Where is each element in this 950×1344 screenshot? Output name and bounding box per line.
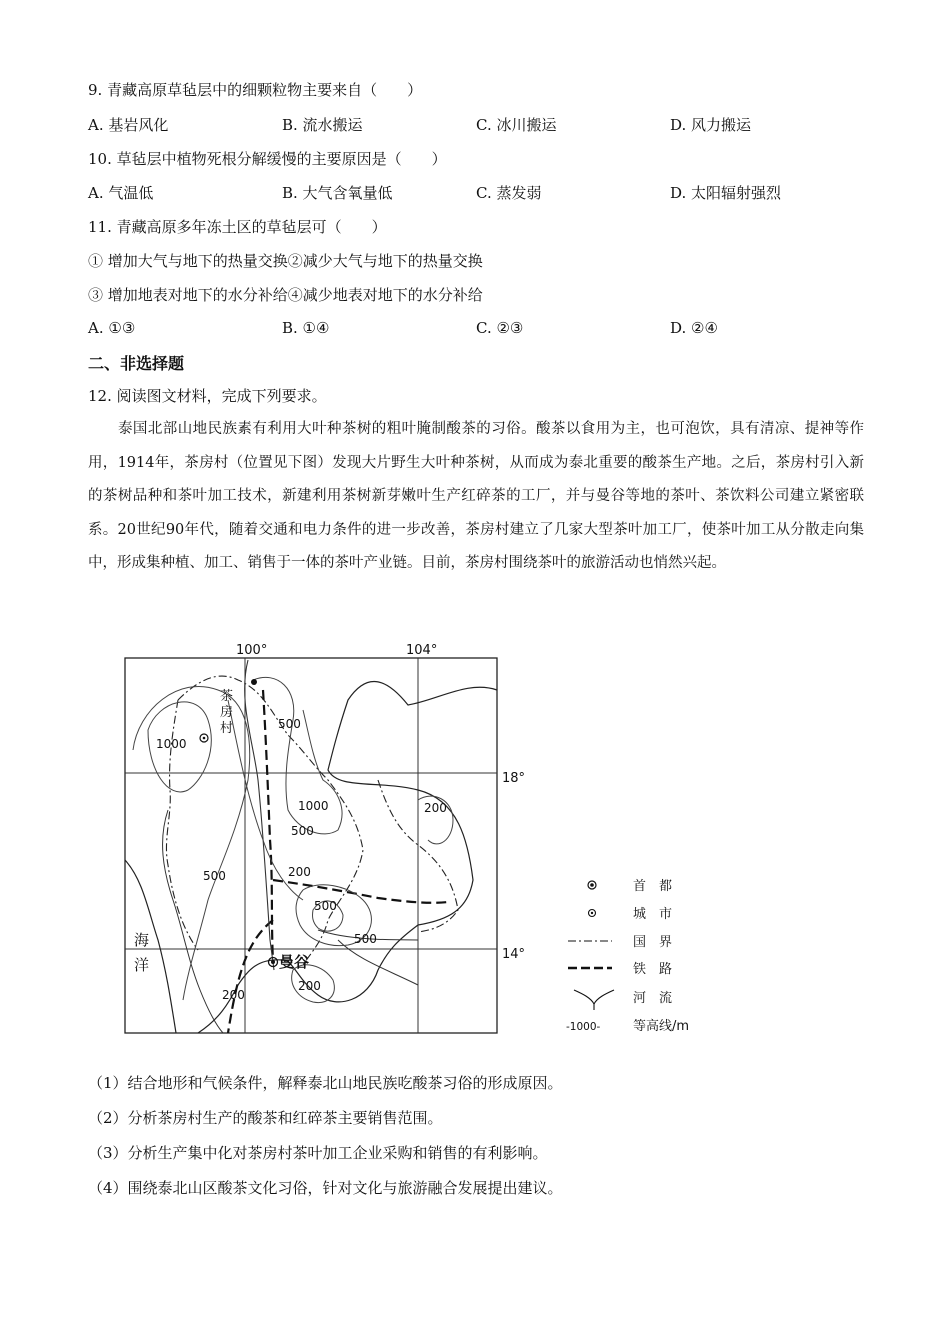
- map-legend: [566, 878, 689, 1034]
- legend-capital-label: 首 都: [633, 879, 673, 894]
- lon-label-100: 100°: [236, 643, 268, 658]
- q10-option-b: B. 大气含氧量低: [282, 184, 393, 202]
- legend-river-symbol: [574, 990, 614, 1010]
- coastline: [198, 681, 497, 1033]
- q12-passage: 泰国北部山地民族素有利用大叶种茶树的粗叶腌制酸茶的习俗。酸茶以食用为主，也可泡饮，具有清凉、提神等作用，1914年，茶房村（位置见下图）发现大片野生大叶种茶树，从而成为泰北重要的酸茶生产地。之后，茶房村引入新的茶树品种和茶叶加工技术，新建利用茶树新芽嫩叶生产红碎茶的工厂，并与曼谷等地的茶叶、茶饮料公司建立紧密联系。20世纪90年代，随着交通和电力条件的进一步改善，茶房村建立了几家大型茶叶加工厂，使茶叶加工从分散走向集中，形成集种植、加工、销售于一体的茶叶产业链。目前，茶房村围绕茶叶的旅游活动也悄然兴起。: [88, 421, 864, 571]
- q9-option-d: D. 风力搬运: [670, 116, 752, 134]
- lon-label-104: 104°: [406, 643, 438, 658]
- q12-stem: 12. 阅读图文材料，完成下列要求。: [88, 387, 327, 405]
- q11-option-b: B. ①④: [282, 319, 330, 337]
- contour-value: 500: [354, 932, 377, 946]
- bangkok-capital-marker-center: [271, 960, 275, 964]
- q11-option-a: A. ①③: [88, 319, 136, 337]
- sea-label-1: 海: [134, 931, 150, 949]
- legend-contour-label: 等高线/m: [633, 1019, 690, 1034]
- q10-option-d: D. 太阳辐射强烈: [670, 184, 782, 202]
- legend-city-label: 城 市: [633, 907, 673, 922]
- q11-stem: 11. 青藏高原多年冻土区的草毡层可（ ）: [88, 218, 387, 236]
- city-dot: [251, 679, 257, 685]
- contour-line: [133, 686, 303, 1000]
- section-title: 二、非选择题: [88, 354, 185, 373]
- contour-value: 1000: [156, 737, 187, 751]
- q12-question-3: （3）分析生产集中化对茶房村茶叶加工企业采购和销售的有利影响。: [88, 1144, 548, 1162]
- contour-value: 500: [203, 869, 226, 883]
- village-label-char-3: 村: [220, 721, 234, 736]
- q11-option-c: C. ②③: [476, 319, 524, 337]
- capital-label: 曼谷: [279, 953, 310, 971]
- contour-value: 200: [298, 979, 321, 993]
- q12-question-4: （4）围绕泰北山区酸茶文化习俗，针对文化与旅游融合发展提出建议。: [88, 1179, 563, 1197]
- map-frame: [125, 658, 497, 1033]
- national-border: [166, 676, 363, 965]
- railway: [228, 690, 448, 1033]
- q10-option-c: C. 蒸发弱: [476, 184, 542, 202]
- lat-label-14: 14°: [502, 947, 526, 962]
- legend-contour-sample: -1000-: [566, 1021, 601, 1033]
- thailand-map: [88, 640, 728, 1040]
- q10-stem: 10. 草毡层中植物死根分解缓慢的主要原因是（ ）: [88, 150, 447, 168]
- q9-option-c: C. 冰川搬运: [476, 116, 557, 134]
- village-label-char-1: 茶: [220, 689, 234, 704]
- legend-river-label: 河 流: [633, 991, 673, 1006]
- village-label-char-2: 房: [220, 705, 234, 720]
- q9-option-a: A. 基岩风化: [88, 116, 169, 134]
- q11-option-d: D. ②④: [670, 319, 718, 337]
- contour-value: 500: [314, 899, 337, 913]
- west-coast-inner: [163, 810, 223, 1033]
- contour-value: 1000: [298, 799, 329, 813]
- contour-value: 500: [291, 824, 314, 838]
- lat-label-18: 18°: [502, 771, 526, 786]
- q12-question-1: （1）结合地形和气候条件，解释泰北山地民族吃酸茶习俗的形成原因。: [88, 1074, 563, 1092]
- q12-question-2: （2）分析茶房村生产的酸茶和红碎茶主要销售范围。: [88, 1109, 443, 1127]
- contour-value: 200: [288, 865, 311, 879]
- q9-option-b: B. 流水搬运: [282, 116, 363, 134]
- contour-value: 200: [222, 988, 245, 1002]
- contour-value: 500: [278, 717, 301, 731]
- contour-value: 200: [424, 801, 447, 815]
- legend-border-label: 国 界: [633, 935, 673, 950]
- q11-statement-1: ① 增加大气与地下的热量交换②减少大气与地下的热量交换: [88, 252, 483, 270]
- q11-statement-2: ③ 增加地表对地下的水分补给④减少地表对地下的水分补给: [88, 286, 483, 304]
- q9-stem: 9. 青藏高原草毡层中的细颗粒物主要来自（ ）: [88, 81, 423, 99]
- legend-railway-label: 铁 路: [633, 962, 673, 977]
- q10-option-a: A. 气温低: [88, 184, 154, 202]
- sea-label-2: 洋: [134, 956, 150, 974]
- chafang-village-marker-center: [203, 737, 206, 740]
